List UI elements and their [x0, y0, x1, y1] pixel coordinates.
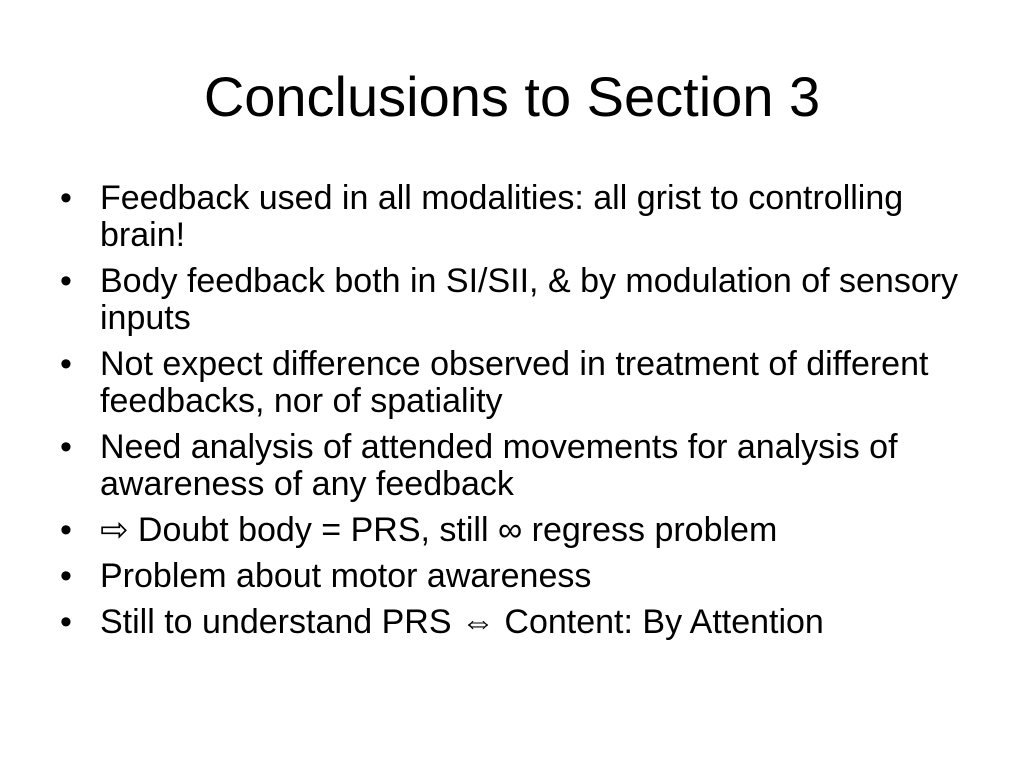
bullet-item: [58, 512, 978, 549]
bullet-icon: •: [60, 179, 72, 217]
bullet-item: [58, 180, 978, 254]
bullet-icon: •: [60, 603, 72, 641]
bullet-text: ⇨ Doubt body = PRS, still ∞ regress problem: [100, 511, 778, 549]
bullet-icon: •: [60, 345, 72, 383]
bullet-icon: •: [60, 428, 72, 466]
bullet-icon: •: [60, 511, 72, 549]
bullet-text: Problem about motor awareness: [100, 557, 592, 595]
bullet-item: [58, 558, 978, 595]
slide-title: Conclusions to Section 3: [203, 65, 821, 128]
bullet-icon: •: [60, 557, 72, 595]
bullet-text: Feedback used in all modalities: all grist to controlling brain!: [100, 179, 904, 254]
bullet-item: [58, 346, 978, 420]
bullet-icon: •: [60, 262, 72, 300]
bullet-text: Not expect difference observed in treatment of different feedbacks, nor of spatiality: [100, 345, 929, 420]
bullet-item: [58, 604, 978, 641]
bullet-text: Need analysis of attended movements for analysis of awareness of any feedback: [100, 428, 898, 503]
bullet-item: [58, 263, 978, 337]
bullet-text: Body feedback both in SI/SII, & by modulation of sensory inputs: [100, 262, 959, 337]
bullet-item: [58, 429, 978, 503]
bullet-list: [58, 180, 978, 650]
bullet-text: Still to understand PRS ⇔ Content: By Attention: [100, 603, 824, 641]
